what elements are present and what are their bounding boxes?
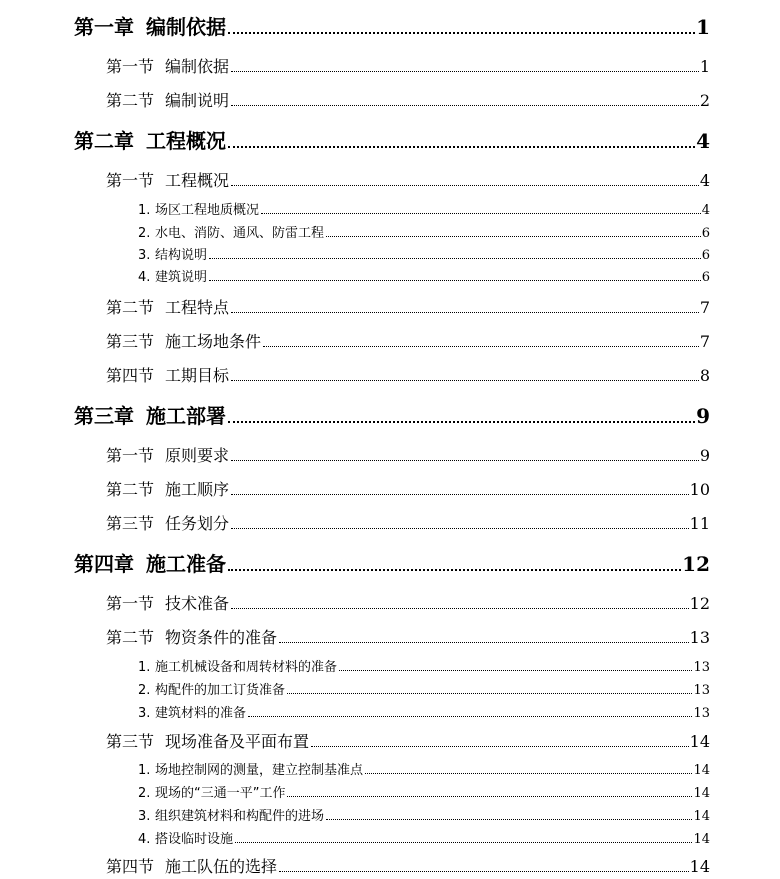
toc-section[interactable]: [106, 88, 710, 111]
toc-leader: [231, 528, 689, 529]
toc-item-number: 2.: [138, 683, 151, 698]
toc-item-number: 1.: [138, 203, 151, 218]
toc-section-title: 编制说明: [165, 91, 230, 110]
toc-chapter-title: 施工部署: [146, 404, 226, 428]
toc-page-number: 10: [689, 480, 710, 499]
toc-item-title: 施工机械设备和周转材料的准备: [155, 660, 338, 675]
toc-leader: [228, 32, 695, 34]
toc-section-title: 施工场地条件: [165, 332, 262, 351]
toc-leader: [209, 280, 701, 281]
toc-leader: [231, 105, 699, 106]
toc-leader: [228, 146, 695, 148]
toc-item[interactable]: [138, 679, 710, 698]
toc-item-number: 3.: [138, 248, 151, 263]
toc-leader: [311, 746, 689, 747]
toc-section-number: 第一节: [106, 57, 155, 76]
toc-item-number: 3.: [138, 706, 151, 721]
toc-leader: [231, 608, 689, 609]
toc-page-number: 6: [701, 226, 710, 241]
toc-item-title: 场地控制网的测量，建立控制基准点: [155, 763, 364, 778]
toc-page-number: 14: [693, 786, 710, 801]
toc-leader: [209, 258, 701, 259]
toc-page-number: 4: [699, 171, 710, 190]
toc-section[interactable]: [106, 477, 710, 500]
toc-item-title: 结构说明: [155, 248, 208, 263]
toc-leader: [287, 796, 692, 797]
toc-chapter-number: 第四章: [74, 552, 134, 576]
toc-item-title: 现场的“三通一平”工作: [155, 786, 286, 801]
toc-section-number: 第一节: [106, 594, 155, 613]
toc-chapter[interactable]: [74, 11, 710, 40]
toc-leader: [326, 819, 692, 820]
toc-leader: [279, 871, 689, 872]
toc-section-title: 工程概况: [165, 171, 230, 190]
toc-page-number: 14: [693, 763, 710, 778]
toc-section[interactable]: [106, 329, 710, 352]
toc-section-title: 物资条件的准备: [165, 628, 278, 647]
toc-section[interactable]: [106, 443, 710, 466]
toc-item-number: 1.: [138, 660, 151, 675]
toc-section[interactable]: [106, 854, 710, 877]
toc-section[interactable]: [106, 729, 710, 752]
toc-page-number: 14: [693, 832, 710, 847]
toc-item[interactable]: [138, 782, 710, 801]
toc-leader: [228, 569, 681, 571]
toc-section-title: 工期目标: [165, 366, 230, 385]
toc-section-title: 编制依据: [165, 57, 230, 76]
toc-item-title: 构配件的加工订货准备: [155, 683, 286, 698]
toc-page-number: 11: [689, 514, 710, 533]
toc-section[interactable]: [106, 54, 710, 77]
toc-chapter-number: 第二章: [74, 129, 134, 153]
toc-section[interactable]: [106, 363, 710, 386]
toc-item-title: 水电、消防、通风、防雷工程: [155, 226, 325, 241]
toc-section-title: 施工队伍的选择: [165, 857, 278, 876]
toc-leader: [248, 716, 692, 717]
toc-section[interactable]: [106, 591, 710, 614]
toc-leader: [231, 494, 689, 495]
toc-chapter[interactable]: [74, 400, 710, 429]
toc-page-number: 14: [689, 732, 710, 751]
toc-item-number: 2.: [138, 226, 151, 241]
toc-leader: [231, 185, 699, 186]
toc-item[interactable]: [138, 828, 710, 847]
toc-chapter-number: 第一章: [74, 15, 134, 39]
toc-leader: [339, 670, 692, 671]
toc-page-number: 6: [701, 270, 710, 285]
toc-page-number: 9: [699, 446, 710, 465]
toc-section-number: 第四节: [106, 366, 155, 385]
toc-page-number: 13: [693, 706, 710, 721]
toc-item[interactable]: [138, 759, 710, 778]
toc-page-number: 7: [699, 332, 710, 351]
toc-section-number: 第二节: [106, 298, 155, 317]
toc-leader: [287, 693, 692, 694]
toc-item-title: 搭设临时设施: [155, 832, 234, 847]
toc-item-title: 建筑说明: [155, 270, 208, 285]
toc-chapter[interactable]: [74, 125, 710, 154]
toc-chapter-title: 施工准备: [146, 552, 226, 576]
toc-page-number: 12: [682, 552, 710, 576]
toc-page-number: 13: [693, 683, 710, 698]
toc-item[interactable]: [138, 702, 710, 721]
toc-section-title: 原则要求: [165, 446, 230, 465]
toc-section[interactable]: [106, 625, 710, 648]
toc-page-number: 14: [689, 857, 710, 876]
toc-item[interactable]: [138, 222, 710, 241]
toc-chapter-number: 第三章: [74, 404, 134, 428]
toc-page-number: 14: [693, 809, 710, 824]
toc-page-number: 7: [699, 298, 710, 317]
toc-leader: [231, 71, 699, 72]
toc-section-number: 第三节: [106, 732, 155, 751]
toc-item-number: 3.: [138, 809, 151, 824]
toc-page-number: 13: [693, 660, 710, 675]
toc-section-number: 第二节: [106, 91, 155, 110]
toc-item-number: 2.: [138, 786, 151, 801]
toc-item[interactable]: [138, 266, 710, 285]
toc-item-number: 1.: [138, 763, 151, 778]
toc-leader: [231, 460, 699, 461]
toc-section[interactable]: [106, 168, 710, 191]
toc-page-number: 8: [699, 366, 710, 385]
toc-item-title: 建筑材料的准备: [155, 706, 247, 721]
toc-section-number: 第一节: [106, 446, 155, 465]
toc-leader: [231, 380, 699, 381]
toc-section-number: 第四节: [106, 857, 155, 876]
toc-chapter-title: 编制依据: [146, 15, 226, 39]
toc-section[interactable]: [106, 511, 710, 534]
toc-section[interactable]: [106, 295, 710, 318]
toc-section-title: 施工顺序: [165, 480, 230, 499]
toc-section-number: 第三节: [106, 332, 155, 351]
toc-section-number: 第三节: [106, 514, 155, 533]
toc-leader: [279, 642, 689, 643]
toc-item[interactable]: [138, 805, 710, 824]
toc-item-number: 4.: [138, 270, 151, 285]
toc-page-number: 4: [701, 203, 710, 218]
toc-page-number: 2: [699, 91, 710, 110]
toc-section-title: 工程特点: [165, 298, 230, 317]
toc-item-number: 4.: [138, 832, 151, 847]
toc-section-number: 第二节: [106, 628, 155, 647]
toc-chapter-title: 工程概况: [146, 129, 226, 153]
toc-leader: [235, 842, 692, 843]
toc-leader: [231, 312, 699, 313]
toc-section-title: 任务划分: [165, 514, 230, 533]
toc-section-number: 第二节: [106, 480, 155, 499]
toc-chapter[interactable]: [74, 548, 710, 577]
toc-item-title: 组织建筑材料和构配件的进场: [155, 809, 325, 824]
toc-page-number: 1: [699, 57, 710, 76]
toc-section-title: 现场准备及平面布置: [165, 732, 310, 751]
toc-page-number: 4: [696, 129, 710, 153]
toc-section-number: 第一节: [106, 171, 155, 190]
toc-section-title: 技术准备: [165, 594, 230, 613]
toc-page-number: 12: [689, 594, 710, 613]
toc-page-number: 1: [696, 15, 710, 39]
toc-item[interactable]: [138, 199, 710, 218]
toc-item[interactable]: [138, 656, 710, 675]
toc-page-number: 13: [689, 628, 710, 647]
toc-page-number: 6: [701, 248, 710, 263]
toc-page-number: 9: [696, 404, 710, 428]
toc-leader: [263, 346, 699, 347]
toc-item-title: 场区工程地质概况: [155, 203, 260, 218]
toc-leader: [365, 773, 692, 774]
toc-item[interactable]: [138, 244, 710, 263]
toc-leader: [228, 421, 695, 423]
toc-leader: [261, 213, 701, 214]
toc-leader: [326, 236, 701, 237]
